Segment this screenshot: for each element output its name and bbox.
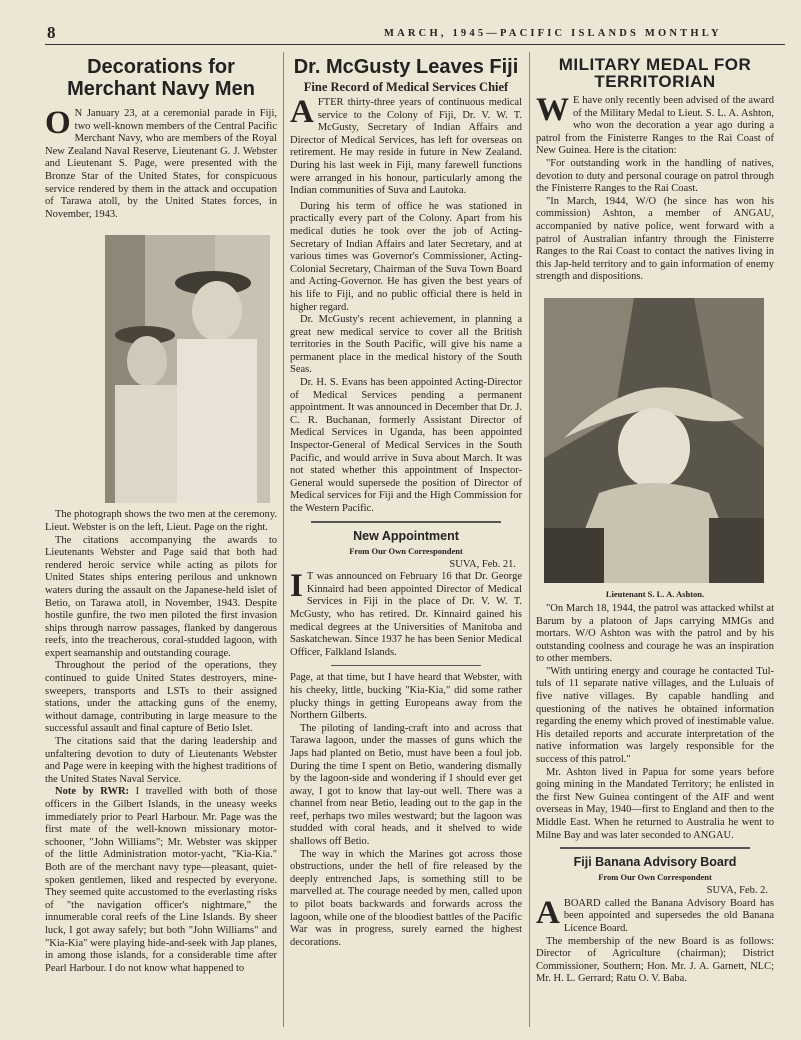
correspondent-line: From Our Own Correspondent bbox=[598, 872, 712, 883]
continued-paragraph-1: Page, at that time, but I have heard that Webster, with his cheeky, little, bucking "Kia-Kia," did some rather plucky things in getting Europeans away from the Northern Gilberts. bbox=[290, 672, 522, 722]
column-rule-1 bbox=[283, 52, 284, 1027]
article-intro-mcgusty: AFTER thirty-three years of continuous medical service to the Colony of Fiji, Dr. V. W. T. McGusty, Secretary of Indian Affairs and Director of Medical Services, has left for overseas on retirement. He may reside in future in New Zealand. During his last week in Fiji, many farewell functions were arranged in his honour, particularly among the Indian communities of Suva and Lautoka. bbox=[290, 94, 522, 197]
photo-caption-paragraph: The photograph shows the two men at the ceremony. Lieut. Webster is on the left, Lieut. Page on the right. bbox=[45, 509, 277, 533]
photo-lieutenant-ashton-image bbox=[544, 298, 764, 583]
running-head: MARCH, 1945—PACIFIC ISLANDS MONTHLY bbox=[384, 28, 722, 39]
drop-cap: A bbox=[536, 894, 560, 931]
article-title-military-medal: MILITARY MEDAL FOR TERRITORIAN bbox=[558, 55, 752, 91]
paragraph-3: "On March 18, 1944, the patrol was attacked whilst at Barum by a platoon of Japs carrying MMGs and mortars. W/O Ashton was with the patrol and by his outstanding coolness and courage he was an inspiration to other members. bbox=[536, 602, 774, 665]
paragraph-3: Dr. H. S. Evans has been appointed Acting-Director of Medical Services pending a permanent appointment. It was announced in December that Dr. J. C. R. Buchanan, formerly Assistant Director of Medical Services in Uganda, has been appointed Inspector-General of Medical Services in the South Pacific, and would arrive in Suva about March. It was not stated whether this appointment of Inspector-General would supersede the position of Director of Medical services for Fiji and the High Commission for the Western Pacific. bbox=[290, 377, 522, 514]
article-intro-banana-board: ABOARD called the Banana Advisory Board has been appointed and supersedes the old Banana Licence Board. bbox=[536, 894, 774, 934]
article-title-banana-board: Fiji Banana Advisory Board bbox=[573, 855, 737, 870]
paragraph-1: The citations accompanying the awards to Lieutenants Webster and Page said that both had rendered heroic service while acting as pilots for United States ships entering perilous and unknown waters during the assault on the Japanese-held islet of Betio, on Tarawa atoll, in November, 1943. Despite hostile gunfire, the two men piloted the first invasion ships through narrow passages, flanked by dangerous reefs, into the treacherous, coral-studded lagoon, with expert seamanship and outstanding courage. bbox=[45, 534, 277, 659]
paragraph-2: Throughout the period of the operations, they continued to guide United States destroyers, mine-sweepers, transports and LSTs to their assigned stations, under the attacking guns of the enemy, without damage, contributing in large measure to the successful assault and final capture of Betio Islet. bbox=[45, 660, 277, 735]
photo-caption: Lieutenant S. L. A. Ashton. bbox=[605, 588, 705, 599]
column-3 bbox=[536, 56, 774, 986]
photo-merchant-navy-men bbox=[105, 235, 270, 503]
column-rule-2 bbox=[529, 52, 530, 1027]
continued-paragraph-2: The piloting of landing-craft into and across that Tarawa lagoon, under the masses of guns which the Japs had planted on Betio, must have been a foul job. During the time I spent on Betio, wandering dismally by the lagoon-side and wondering if I should ever get away, I got to know that lay-out well. There was a channel from near Betio, leading out to the gap in the reef, perhaps two miles westward; but the lagoon was studded with coral heads, and it shelved to wide shallows off Betio. bbox=[290, 722, 522, 848]
paragraph-2: "In March, 1944, W/O (he since has won his commission) Ashton, a member of ANGAU, accompanied by native police, went forward with a patrol of Australian infantry through the Finisterre Ranges to the Rai Coast to contact the natives living in this Jap-held territory and to gain information of enemy strength and dispositions. bbox=[536, 195, 774, 283]
paragraph-2: Dr. McGusty's recent achievement, in planning a great new medical service to cover all the British territories in the South Pacific, will give his name a permanent place in the medical history of the South Seas. bbox=[290, 314, 522, 376]
drop-cap: I bbox=[290, 568, 303, 605]
paragraph-4: "With untiring energy and courage he contacted Tul-tuls of 11 separate native villages, and the Luluais of five native villages. By capable handling and questioning of the natives he obtained information regarding the enemy which proved of inestimable value. His detailed reports and accurate interpretation of the native information was largely responsible for the success of this patrol." bbox=[536, 665, 774, 766]
paragraph-1: During his term of office he was stationed in practically every part of the Colony. Apart from his medical duties he took over the job of Acting-Secretary of Indian Affairs and later Secretary, and at various times was Governor's Commissioner, Acting-Colonial Secretary, Chairman of the Suva Town Board and Acting-Governor. He has given the best years of his life to Fiji, and no public official there is held in higher regard. bbox=[290, 200, 522, 313]
article-title-decorations: Decorations for Merchant Navy Men bbox=[67, 56, 255, 100]
article-intro-decorations: O N January 23, at a ceremonial parade in Fiji, two well-known members of the Central Pacific Merchant Navy, who are members of the Royal New Zealand Naval Reserve, Lieutenant G. J. Webster and Lieutenant S. Page, were presented with the Bronze Star of the United States, for conspicuous service rendered by them in the attack and occupation of Tarawa atoll, by the United States forces, in November, 1943. bbox=[45, 105, 277, 220]
header-rule bbox=[45, 44, 785, 45]
section-divider bbox=[311, 521, 501, 525]
column-1 bbox=[45, 56, 277, 975]
article-intro-military-medal: W E have only recently been advised of the award of the Military Medal to Lieut. S. L. A. Ashton, who won the decoration a year ago during a patrol from the Finisterre Ranges to the Rai Coast of New Guinea. Here is the citation: bbox=[536, 92, 774, 157]
dateline: SUVA, Feb. 21. bbox=[449, 558, 516, 570]
page-number: 8 bbox=[47, 23, 56, 42]
paragraph-1: "For outstanding work in the handling of natives, devotion to duty and personal courage on patrol through the Finisterre Ranges to the Rai Coast. bbox=[536, 157, 774, 195]
paragraph-3: The citations said that the daring leadership and unfaltering devotion to duty of Lieutenants Webster and Page were in keeping with the highest traditions of the United States Naval Service. bbox=[45, 736, 277, 785]
paragraph-6: The membership of the new Board is as follows: Director of Agriculture (chairman); District Commissioner, Southern; Hon. Mr. J. A. Garnett, NLC; Mr. H. L. Gerrard; Ratu O. V. Baba. bbox=[536, 935, 774, 985]
continued-paragraph-3: The way in which the Marines got across those obstructions, under the hell of fire released by the deeply entrenched Japs, is something still to be marvelled at. The courage needed by men, called upon to pilot boats backwards and forwards across the lagoon, while one of the bloodiest battles of the Pacific War was in progress, surely earned the highest decorations. bbox=[290, 848, 522, 948]
article-title-new-appointment: New Appointment bbox=[353, 528, 459, 543]
section-divider bbox=[560, 847, 750, 851]
editor-note: Note by RWR: I travelled with both of those officers in the Gilbert Islands, in the uneasy weeks immediately prior to Pearl Harbour. Mr. Page was the first mate of the well-known missionary motor-schooner, "John Williams"; Mr. Webster was skipper of the little Administration motor-yacht, "Kia-Kia." Both are of the merchant navy type—pleasant, quiet-spoken gentlemen, liked and respected by everyone. They seemed quite accustomed to the everlasting risks of "the navigation officer's nightmare," the innumerable coral reefs of the Line Islands. By sheer luck, I got away safely; but both "John Williams" and "Kia-Kia" were playing hide-and-seek with Jap planes, in among those islands, for a considerable time after Pearl Harbour. I do not know what happened to bbox=[45, 786, 277, 974]
correspondent-line: From Our Own Correspondent bbox=[349, 545, 463, 556]
drop-cap: O bbox=[45, 105, 71, 141]
article-subtitle-mcgusty: Fine Record of Medical Services Chief bbox=[303, 80, 509, 94]
paragraph-5: Mr. Ashton lived in Papua for some years before going mining in the Mandated Territory; he enlisted in the first New Guinea contingent of the AIF and went overseas in May, 1940—first to England and then to the Middle East. When he returned to Australia he went to Milne Bay and was later seconded to ANGAU. bbox=[536, 766, 774, 841]
dateline: SUVA, Feb. 2. bbox=[706, 885, 768, 897]
drop-cap: W bbox=[536, 92, 569, 128]
drop-cap: A bbox=[290, 94, 314, 130]
column-2 bbox=[290, 56, 522, 949]
section-divider bbox=[331, 665, 481, 666]
article-title-mcgusty: Dr. McGusty Leaves Fiji bbox=[293, 56, 519, 78]
article-intro-appointment: I T was announced on February 16 that Dr. George Kinnaird had been appointed Director of Medical Services in Fiji in the place of Dr. V. W. T. McGusty, who has retired. Dr. Kinnaird gained his medical degrees at the Universities of Manitoba and Saskatchewan. Since 1937 he has been Senior Medical Officer, Falkland Islands. bbox=[290, 568, 522, 658]
photo-lieutenant-ashton bbox=[544, 298, 764, 583]
photo-merchant-navy-men-image bbox=[105, 235, 270, 503]
